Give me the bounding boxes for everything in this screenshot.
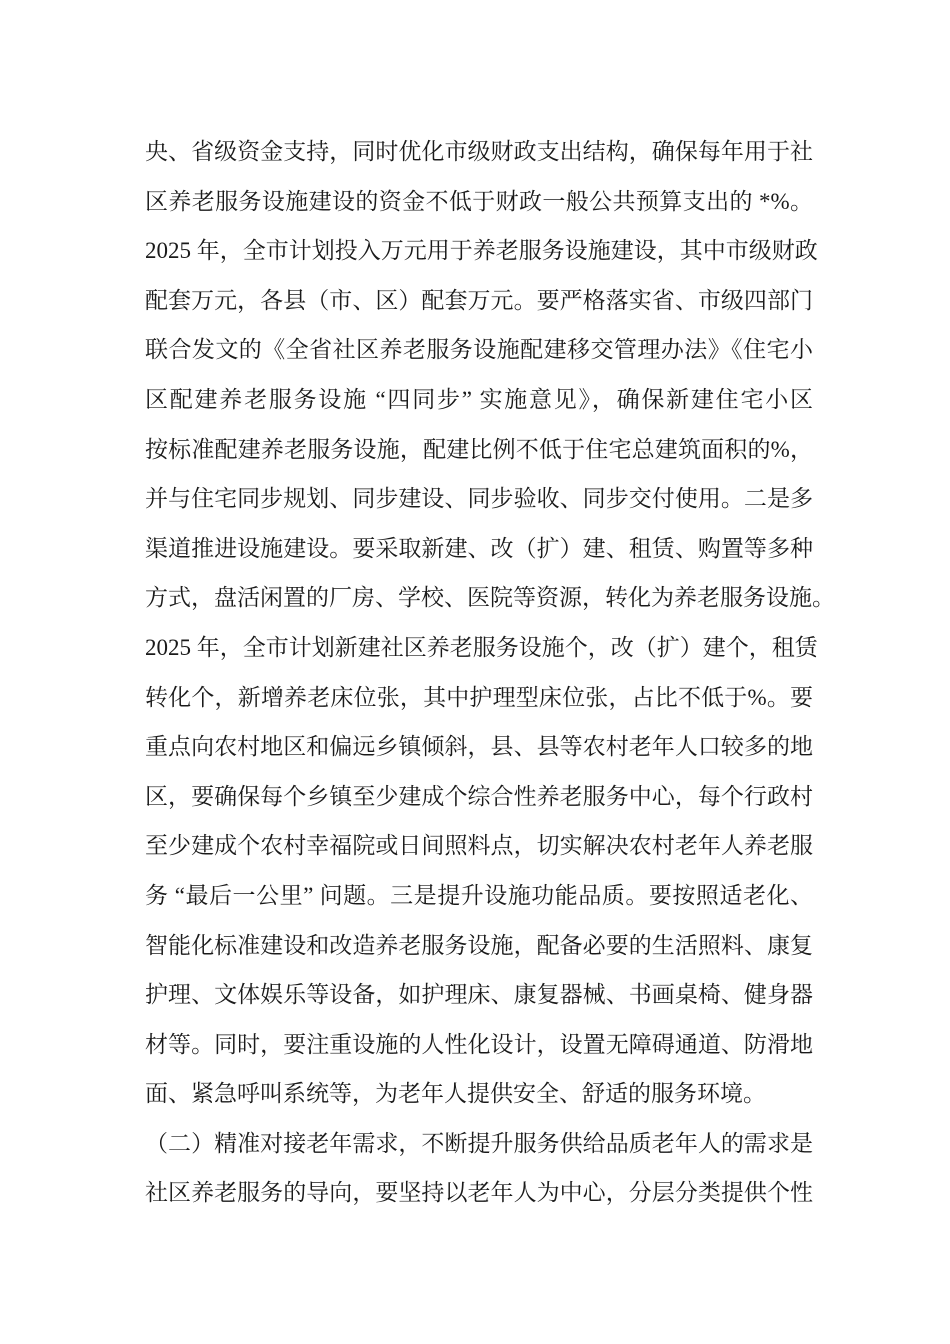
text-line: 至少建成个农村幸福院或日间照料点，切实解决农村老年人养老服 bbox=[145, 833, 813, 859]
text-line: 转化个，新增养老床位张，其中护理型床位张，占比不低于%。要 bbox=[145, 684, 813, 710]
text-line: 区配建养老服务设施 “四同步” 实施意见》，确保新建住宅小区 bbox=[145, 386, 813, 412]
text-line: 智能化标准建设和改造养老服务设施，配备必要的生活照料、康复 bbox=[145, 932, 813, 958]
text-line: 2025 年，全市计划新建社区养老服务设施个，改（扩）建个，租赁 bbox=[145, 634, 818, 660]
text-line: 渠道推进设施建设。要采取新建、改（扩）建、租赁、购置等多种 bbox=[145, 535, 813, 561]
text-line: 2025 年，全市计划投入万元用于养老服务设施建设，其中市级财政 bbox=[145, 238, 818, 264]
text-line: 配套万元，各县（市、区）配套万元。要严格落实省、市级四部门 bbox=[145, 287, 813, 313]
text-line: 护理、文体娱乐等设备，如护理床、康复器械、书画桌椅、健身器 bbox=[145, 982, 813, 1008]
text-line: 面、紧急呼叫系统等，为老年人提供安全、舒适的服务环境。 bbox=[145, 1081, 766, 1107]
text-line: 联合发文的《全省社区养老服务设施配建移交管理办法》《住宅小 bbox=[145, 337, 813, 363]
text-line: 社区养老服务的导向，要坚持以老年人为中心，分层分类提供个性 bbox=[145, 1180, 813, 1206]
text-block bbox=[145, 127, 835, 1218]
text-line: 重点向农村地区和偏远乡镇倾斜，县、县等农村老年人口较多的地 bbox=[145, 734, 813, 760]
text-line: 务 “最后一公里” 问题。三是提升设施功能品质。要按照适老化、 bbox=[145, 882, 813, 908]
text-line: 区养老服务设施建设的资金不低于财政一般公共预算支出的 *%。 bbox=[145, 188, 813, 214]
text-line: 央、省级资金支持，同时优化市级财政支出结构，确保每年用于社 bbox=[145, 139, 813, 164]
text-line: 并与住宅同步规划、同步建设、同步验收、同步交付使用。二是多 bbox=[145, 486, 813, 512]
text-line: 材等。同时，要注重设施的人性化设计，设置无障碍通道、防滑地 bbox=[145, 1031, 813, 1057]
text-line: 按标准配建养老服务设施，配建比例不低于住宅总建筑面积的%， bbox=[145, 436, 813, 462]
text-line: 区，要确保每个乡镇至少建成个综合性养老服务中心，每个行政村 bbox=[145, 783, 813, 809]
text-line: （二）精准对接老年需求，不断提升服务供给品质老年人的需求是 bbox=[145, 1130, 813, 1156]
text-line: 方式，盘活闲置的厂房、学校、医院等资源，转化为养老服务设施。 bbox=[145, 585, 835, 611]
